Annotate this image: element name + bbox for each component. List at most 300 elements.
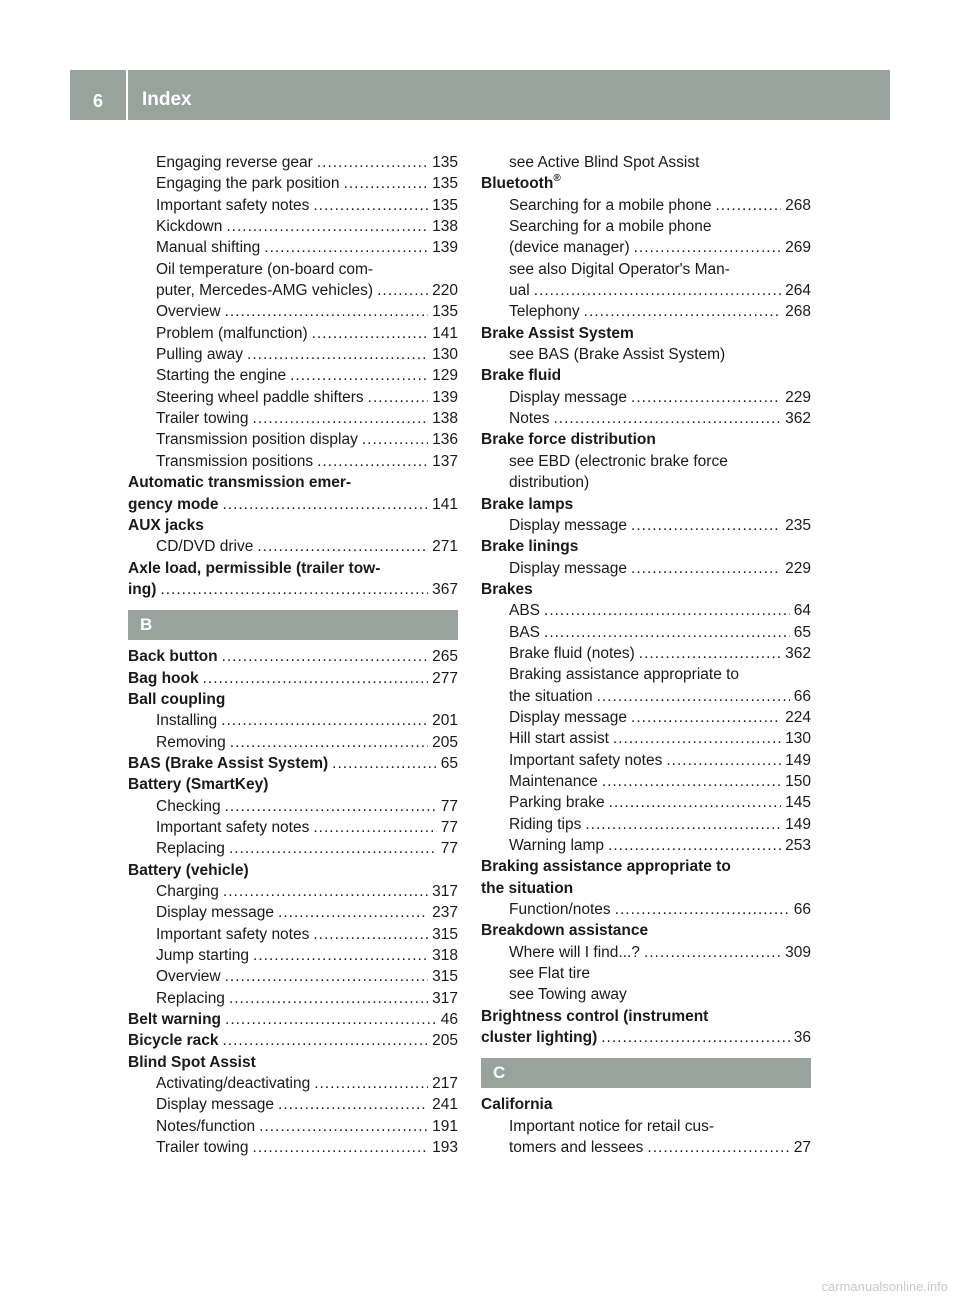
index-entry [481, 344, 811, 365]
leader-dots [362, 429, 428, 450]
entry-title [156, 152, 313, 173]
page-reference[interactable]: 66 [793, 687, 811, 705]
page-reference[interactable]: 317 [432, 883, 458, 900]
index-entry[interactable] [481, 1137, 811, 1158]
entry-title [156, 387, 364, 408]
entry-title [481, 323, 634, 344]
leader-dots [716, 195, 782, 216]
index-entry[interactable] [128, 1094, 458, 1115]
entry-title [156, 988, 225, 1009]
index-entry[interactable] [128, 945, 458, 966]
page-reference[interactable]: 135 [432, 175, 458, 193]
entry-text: Breakdown assistance [481, 922, 649, 940]
page-reference[interactable]: 139 [432, 388, 458, 406]
leader-dots [222, 646, 429, 667]
entry-text: Installing [156, 712, 218, 730]
index-entry[interactable] [128, 796, 458, 817]
index-entry [481, 920, 811, 941]
index-entry [128, 1052, 458, 1073]
index-entry[interactable] [481, 301, 811, 322]
leader-dots [613, 728, 781, 749]
index-entry[interactable] [128, 1030, 458, 1051]
page-reference[interactable]: 77 [440, 840, 458, 858]
entry-text: see BAS (Brake Assist System) [509, 346, 726, 364]
page-reference[interactable]: 235 [785, 516, 811, 534]
leader-dots [253, 945, 428, 966]
index-entry [481, 664, 811, 685]
index-entry[interactable] [481, 195, 811, 216]
index-entry [481, 173, 811, 194]
index-entry[interactable] [128, 195, 458, 216]
index-entry[interactable] [128, 152, 458, 173]
entry-title [156, 536, 253, 557]
entry-title [156, 732, 226, 753]
index-entry[interactable] [128, 668, 458, 689]
index-entry[interactable] [128, 536, 458, 557]
page-reference[interactable]: 130 [432, 346, 458, 364]
entry-title [156, 710, 217, 731]
leader-dots [317, 152, 428, 173]
entry-text: Overview [156, 303, 221, 321]
page-reference[interactable]: 277 [432, 669, 458, 687]
entry-text: Display message [509, 708, 628, 726]
entry-title [156, 280, 373, 301]
index-entry [481, 1006, 811, 1027]
entry-title [481, 1094, 552, 1115]
entry-text: Maintenance [509, 772, 598, 790]
page-reference[interactable]: 145 [785, 794, 811, 812]
entry-title [509, 814, 581, 835]
index-entry[interactable] [481, 387, 811, 408]
entry-title [128, 689, 225, 710]
leader-dots [332, 753, 437, 774]
entry-text: Back button [128, 648, 218, 666]
entry-text: Searching for a mobile phone [509, 196, 712, 214]
entry-title [156, 237, 260, 258]
leader-dots [225, 966, 429, 987]
entry-text: Parking brake [509, 794, 605, 812]
entry-title [509, 558, 627, 579]
entry-title [509, 771, 598, 792]
page-reference[interactable]: 315 [432, 925, 458, 943]
page-reference[interactable]: 367 [432, 580, 458, 598]
entry-title [156, 1094, 274, 1115]
entry-text: Pulling away [156, 346, 244, 364]
leader-dots [313, 195, 428, 216]
index-entry[interactable] [128, 344, 458, 365]
index-entry [481, 323, 811, 344]
entry-title [509, 707, 627, 728]
page-reference[interactable]: 138 [432, 218, 458, 236]
leader-dots [259, 1116, 428, 1137]
entry-text: Manual shifting [156, 239, 261, 257]
page-reference[interactable]: 77 [440, 797, 458, 815]
index-entry[interactable] [128, 323, 458, 344]
page-reference[interactable]: 237 [432, 904, 458, 922]
index-entry [481, 1094, 811, 1115]
leader-dots [225, 1009, 437, 1030]
page-reference[interactable]: 36 [793, 1029, 811, 1047]
leader-dots [609, 792, 781, 813]
leader-dots [601, 1027, 790, 1048]
index-entry[interactable] [481, 814, 811, 835]
entry-title [509, 301, 580, 322]
entry-text: Brightness control (instrument [481, 1007, 709, 1025]
entry-title [156, 924, 309, 945]
entry-title [481, 878, 573, 899]
entry-title [509, 152, 699, 173]
entry-text: ing) [128, 580, 157, 598]
entry-text: Removing [156, 733, 226, 751]
entry-text: see Towing away [509, 986, 627, 1004]
entry-title [481, 856, 731, 877]
page-reference[interactable]: 193 [432, 1139, 458, 1157]
index-entry[interactable] [481, 686, 811, 707]
page-reference[interactable]: 135 [432, 303, 458, 321]
page-reference[interactable]: 77 [440, 818, 458, 836]
entry-text: Hill start assist [509, 730, 609, 748]
index-entry [481, 472, 811, 493]
page-reference[interactable]: 317 [432, 989, 458, 1007]
entry-text: Engaging reverse gear [156, 154, 313, 171]
watermark: carmanualsonline.info [821, 1279, 948, 1294]
entry-text: see Flat tire [509, 965, 590, 983]
page-reference[interactable]: 141 [432, 495, 458, 513]
page-reference[interactable]: 138 [432, 410, 458, 428]
page-reference[interactable]: 268 [785, 196, 811, 214]
page-reference[interactable]: 224 [785, 708, 811, 726]
leader-dots [639, 643, 781, 664]
index-entry[interactable] [128, 173, 458, 194]
index-entry[interactable] [481, 515, 811, 536]
index-entry[interactable] [481, 899, 811, 920]
index-entry[interactable] [128, 280, 458, 301]
index-entry [128, 860, 458, 881]
entry-title [509, 792, 605, 813]
entry-title [509, 963, 590, 984]
entry-text: puter, Mercedes-AMG vehicles) [156, 282, 374, 300]
index-entry[interactable] [128, 237, 458, 258]
index-entry[interactable] [128, 966, 458, 987]
index-entry[interactable] [128, 902, 458, 923]
leader-dots [278, 902, 428, 923]
index-column-left [128, 152, 458, 1158]
entry-text: Important safety notes [156, 818, 310, 836]
index-entry[interactable] [481, 280, 811, 301]
entry-title [156, 902, 274, 923]
entry-text: Notes [509, 410, 550, 428]
leader-dots [264, 237, 428, 258]
index-entry [128, 472, 458, 493]
entry-title [156, 451, 313, 472]
index-entry[interactable] [128, 579, 458, 600]
index-entry[interactable] [128, 451, 458, 472]
page-reference[interactable]: 149 [785, 815, 811, 833]
index-entry[interactable] [481, 237, 811, 258]
entry-text: Brakes [481, 580, 533, 598]
page-reference[interactable]: 205 [432, 1032, 458, 1050]
index-entry[interactable] [481, 558, 811, 579]
page-reference[interactable]: 309 [785, 943, 811, 961]
index-entry[interactable] [128, 753, 458, 774]
index-entry [481, 1116, 811, 1137]
page-reference[interactable]: 362 [785, 410, 811, 428]
entry-title [156, 173, 340, 194]
leader-dots [312, 323, 429, 344]
entry-title [156, 365, 286, 386]
header-divider [126, 70, 128, 120]
leader-dots [252, 1137, 428, 1158]
page-reference[interactable]: 268 [785, 303, 811, 321]
entry-text: BAS (Brake Assist System) [128, 754, 329, 772]
page-reference[interactable]: 65 [440, 754, 458, 772]
index-entry[interactable] [128, 646, 458, 667]
index-entry[interactable] [128, 365, 458, 386]
page-reference[interactable]: 265 [432, 648, 458, 666]
entry-title [509, 237, 630, 258]
index-entry[interactable] [128, 216, 458, 237]
entry-title [128, 860, 249, 881]
index-entry[interactable] [128, 838, 458, 859]
index-entry[interactable] [128, 710, 458, 731]
entry-title [509, 835, 604, 856]
page-reference[interactable]: 65 [793, 623, 811, 641]
entry-text: see Active Blind Spot Assist [509, 154, 700, 171]
entry-text: Telephony [509, 303, 580, 321]
index-entry[interactable] [128, 301, 458, 322]
entry-text: Display message [509, 388, 628, 406]
entry-title [156, 817, 309, 838]
entry-text: the situation [509, 687, 593, 705]
page-reference[interactable]: 315 [432, 968, 458, 986]
page-reference[interactable]: 130 [785, 730, 811, 748]
page-reference[interactable]: 217 [432, 1075, 458, 1093]
index-entry[interactable] [128, 817, 458, 838]
page-reference[interactable]: 66 [793, 901, 811, 919]
index-entry[interactable] [128, 1137, 458, 1158]
entry-text: Overview [156, 968, 221, 986]
leader-dots [602, 771, 781, 792]
entry-text: BAS [509, 623, 541, 641]
leader-dots [544, 622, 790, 643]
page-reference[interactable]: 269 [785, 239, 811, 257]
index-entry [481, 536, 811, 557]
index-entry[interactable] [128, 387, 458, 408]
entry-text: Battery (vehicle) [128, 861, 249, 879]
entry-text: (device manager) [509, 239, 630, 257]
entry-text: Replacing [156, 840, 225, 858]
page-reference[interactable]: 362 [785, 644, 811, 662]
entry-text: Bluetooth [481, 175, 554, 193]
entry-title [509, 942, 640, 963]
page-reference[interactable]: 136 [432, 431, 458, 449]
entry-text: Searching for a mobile phone [509, 218, 712, 236]
entry-text: Important safety notes [156, 925, 310, 943]
page-reference[interactable]: 229 [785, 388, 811, 406]
entry-text: Brake lamps [481, 495, 574, 513]
leader-dots [313, 924, 428, 945]
entry-text: Transmission positions [156, 452, 314, 470]
leader-dots [230, 732, 428, 753]
leader-dots [544, 600, 790, 621]
entry-text: Blind Spot Assist [128, 1053, 256, 1071]
index-entry[interactable] [481, 643, 811, 664]
index-entry[interactable] [481, 600, 811, 621]
index-entry[interactable] [128, 988, 458, 1009]
leader-dots [290, 365, 428, 386]
page-reference[interactable]: 220 [432, 282, 458, 300]
index-entry [128, 259, 458, 280]
leader-dots [608, 835, 781, 856]
entry-title [481, 536, 578, 557]
entry-title [481, 920, 648, 941]
leader-dots [226, 216, 428, 237]
leader-dots [203, 668, 429, 689]
entry-text: see EBD (electronic brake force [509, 452, 728, 470]
entry-title [128, 753, 328, 774]
index-entry[interactable] [128, 924, 458, 945]
page-reference[interactable]: 135 [432, 154, 458, 171]
entry-title [128, 472, 351, 493]
index-entry[interactable] [128, 1073, 458, 1094]
leader-dots [252, 408, 428, 429]
index-entry[interactable] [481, 792, 811, 813]
leader-dots [377, 280, 428, 301]
page-reference[interactable]: 129 [432, 367, 458, 385]
index-entry [481, 984, 811, 1005]
leader-dots [666, 750, 781, 771]
entry-title [156, 323, 308, 344]
entry-text: Display message [156, 904, 275, 922]
entry-title [128, 774, 268, 795]
index-entry[interactable] [481, 728, 811, 749]
leader-dots [278, 1094, 428, 1115]
entry-title [481, 1006, 708, 1027]
entry-title [128, 494, 218, 515]
entry-text: Brake fluid (notes) [509, 644, 635, 662]
leader-dots [368, 387, 428, 408]
entry-text: see also Digital Operator's Man- [509, 260, 730, 278]
index-entry[interactable] [481, 942, 811, 963]
page-reference[interactable]: 27 [793, 1139, 811, 1157]
page-reference[interactable]: 264 [785, 282, 811, 300]
entry-title [509, 622, 540, 643]
leader-dots [160, 579, 428, 600]
entry-title [128, 579, 156, 600]
entry-title [509, 195, 712, 216]
entry-text: Braking assistance appropriate to [481, 858, 731, 876]
entry-text: Trailer towing [156, 1139, 249, 1157]
page-reference[interactable]: 64 [793, 602, 811, 620]
entry-title [156, 838, 225, 859]
page-reference[interactable]: 139 [432, 239, 458, 257]
index-entry[interactable] [481, 750, 811, 771]
entry-text: Transmission position display [156, 431, 358, 449]
entry-text: Important notice for retail cus- [509, 1117, 715, 1135]
page-reference[interactable]: 150 [785, 772, 811, 790]
leader-dots [631, 387, 781, 408]
leader-dots [247, 344, 428, 365]
entry-text: Belt warning [128, 1011, 222, 1029]
page-reference[interactable]: 318 [432, 947, 458, 965]
entry-title [509, 899, 611, 920]
leader-dots [317, 451, 428, 472]
index-entry[interactable] [128, 881, 458, 902]
entry-text: ual [509, 282, 530, 300]
index-entry[interactable] [128, 408, 458, 429]
index-entry[interactable] [481, 408, 811, 429]
index-entry[interactable] [128, 1009, 458, 1030]
index-entry [128, 774, 458, 795]
index-entry[interactable] [128, 429, 458, 450]
leader-dots [344, 173, 429, 194]
entry-text: Notes/function [156, 1117, 256, 1135]
index-entry[interactable] [481, 771, 811, 792]
entry-text: Axle load, permissible (trailer tow- [128, 559, 381, 577]
entry-text: gency mode [128, 495, 219, 513]
page-reference[interactable]: 253 [785, 837, 811, 854]
entry-text: CD/DVD drive [156, 538, 254, 556]
entry-text: Riding tips [509, 815, 582, 833]
entry-text: Braking assistance appropriate to [509, 666, 740, 684]
index-entry[interactable] [481, 622, 811, 643]
entry-text: Ball coupling [128, 690, 226, 708]
leader-dots [221, 710, 428, 731]
page-reference[interactable]: 46 [440, 1011, 458, 1029]
entry-text: Warning lamp [509, 837, 605, 854]
entry-title [481, 173, 561, 194]
leader-dots [644, 942, 781, 963]
entry-text: distribution) [509, 474, 590, 492]
index-column-right [481, 152, 811, 1158]
entry-text: Checking [156, 797, 221, 815]
page-reference[interactable]: 271 [432, 538, 458, 556]
index-entry [128, 558, 458, 579]
index-entry [481, 856, 811, 877]
entry-title [128, 558, 380, 579]
index-entry[interactable] [128, 494, 458, 515]
page-reference[interactable]: 201 [432, 712, 458, 730]
page-reference[interactable]: 241 [432, 1096, 458, 1114]
entry-text: Kickdown [156, 218, 223, 236]
index-entry[interactable] [481, 1027, 811, 1048]
index-entry[interactable] [128, 732, 458, 753]
index-entry[interactable] [481, 707, 811, 728]
page-reference[interactable]: 149 [785, 751, 811, 769]
entry-title [509, 1116, 714, 1137]
page-reference[interactable]: 137 [432, 452, 458, 470]
entry-text: Jump starting [156, 947, 250, 965]
leader-dots [225, 301, 429, 322]
entry-text: Replacing [156, 989, 225, 1007]
entry-text: Automatic transmission emer- [128, 474, 352, 492]
page-reference[interactable]: 229 [785, 559, 811, 577]
entry-title [156, 259, 373, 280]
page-header [70, 70, 890, 120]
page-reference[interactable]: 205 [432, 733, 458, 751]
page-reference[interactable]: 141 [432, 324, 458, 342]
page-reference[interactable]: 191 [432, 1117, 458, 1135]
index-entry[interactable] [128, 1116, 458, 1137]
entry-title [481, 365, 561, 386]
entry-title [156, 1073, 310, 1094]
page-reference[interactable]: 135 [432, 196, 458, 214]
index-entry[interactable] [481, 835, 811, 856]
leader-dots [229, 838, 437, 859]
entry-title [509, 216, 712, 237]
entry-title [156, 945, 249, 966]
index-entry [481, 579, 811, 600]
